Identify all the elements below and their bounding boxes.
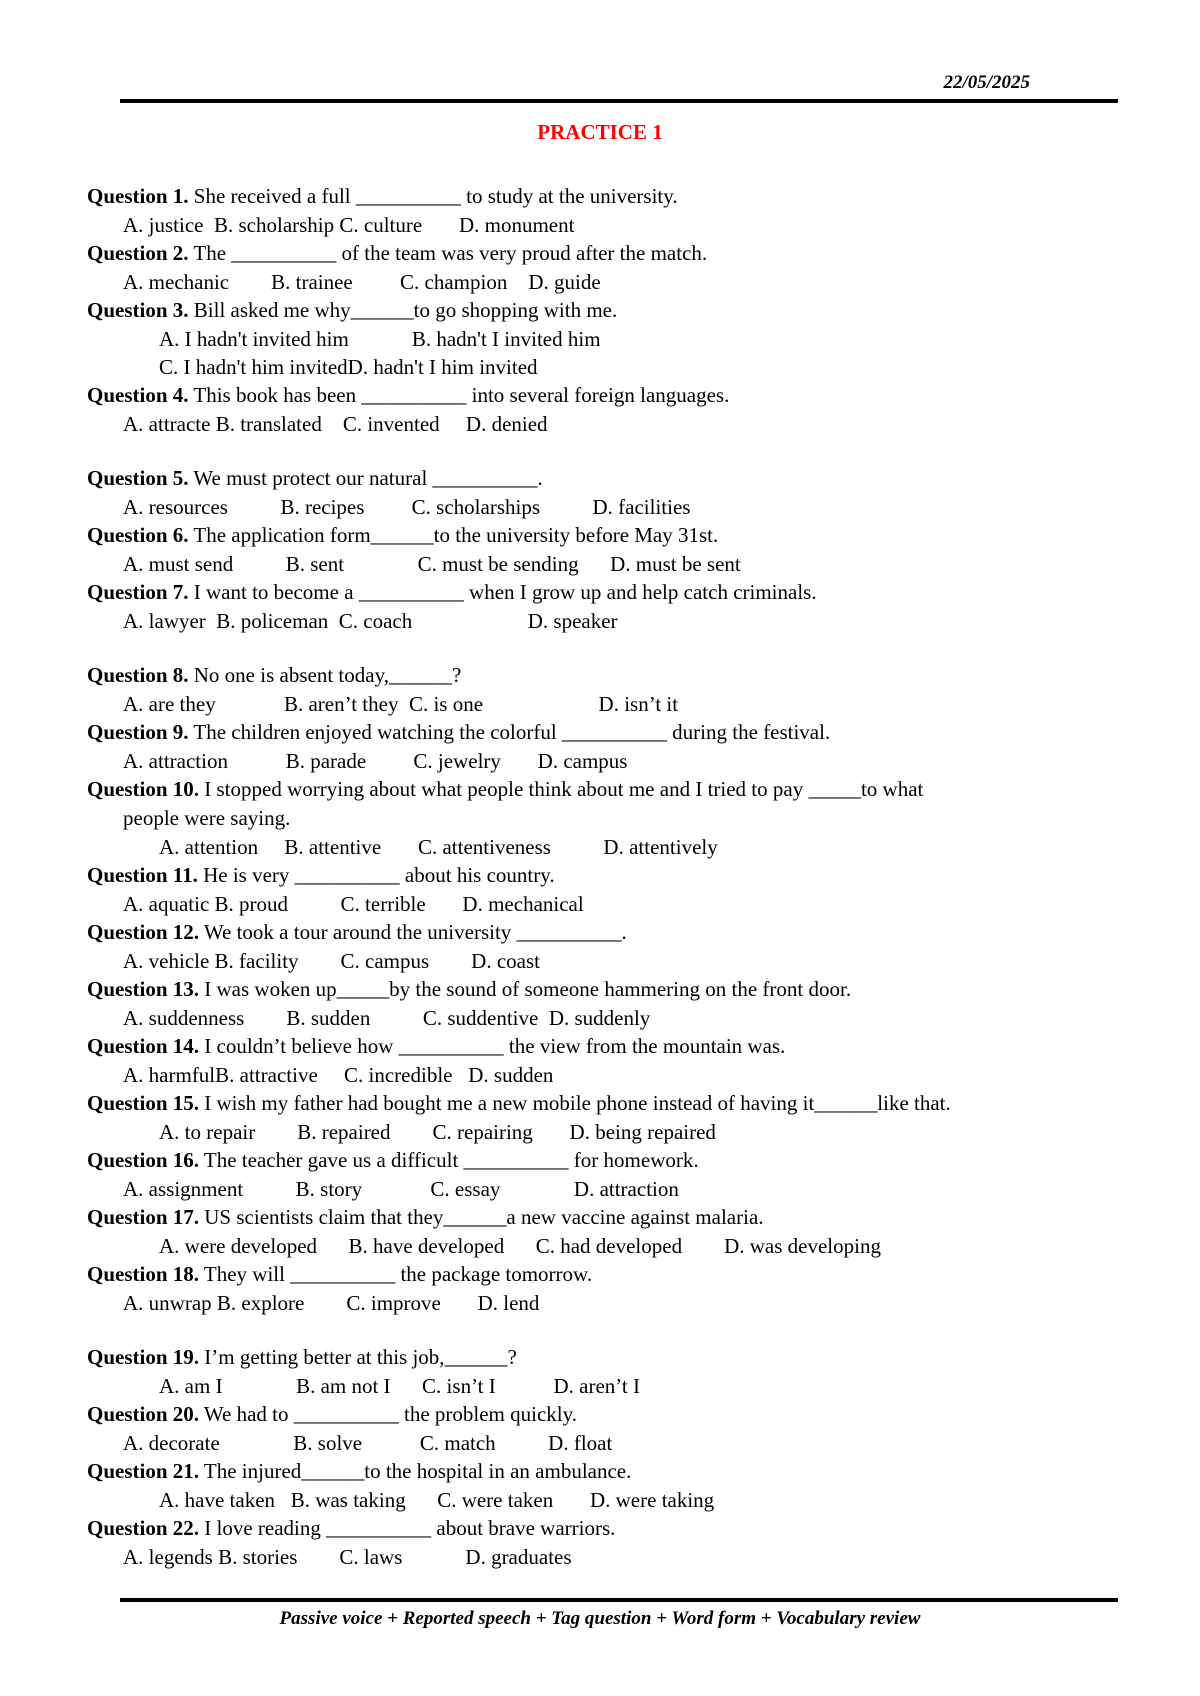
question-label: Question 6. (87, 523, 189, 547)
question-options: A. I hadn't invited him B. hadn't I invited him (159, 327, 601, 351)
question-label: Question 16. (87, 1148, 200, 1172)
question (87, 1457, 1097, 1486)
question-label: Question 2. (87, 241, 189, 265)
question (87, 918, 1097, 947)
page-title: PRACTICE 1 (537, 120, 663, 144)
question-options: A. harmfulB. attractive C. incredible D. sudden (123, 1063, 554, 1087)
question (87, 1146, 1097, 1175)
spacer (87, 438, 1097, 464)
question (87, 1400, 1097, 1429)
question-text: US scientists claim that they______a new vaccine against malaria. (199, 1205, 764, 1229)
question (87, 861, 1097, 890)
spacer (87, 635, 1097, 661)
question-text: The application form______to the university before May 31st. (188, 523, 719, 547)
question-label: Question 8. (87, 663, 189, 687)
question-options: A. mechanic B. trainee C. champion D. guide (123, 270, 601, 294)
question-text: We must protect our natural __________. (188, 466, 543, 490)
question (87, 578, 1097, 607)
question (87, 521, 1097, 550)
question-text: We took a tour around the university __________. (199, 920, 627, 944)
spacer (87, 1317, 1097, 1343)
question-label: Question 19. (87, 1345, 200, 1369)
question-label: Question 12. (87, 920, 200, 944)
question-label: Question 1. (87, 184, 189, 208)
question-options: C. I hadn't him invitedD. hadn't I him invited (159, 355, 538, 379)
question-text: I stopped worrying about what people think about me and I tried to pay _____to what (199, 777, 924, 801)
question-list (87, 182, 1097, 1571)
question-text: The __________ of the team was very proud after the match. (188, 241, 708, 265)
question-label: Question 17. (87, 1205, 200, 1229)
question-text: They will __________ the package tomorrow. (199, 1262, 593, 1286)
question-options: A. suddenness B. sudden C. suddentive D. suddenly (123, 1006, 651, 1030)
question-label: Question 5. (87, 466, 189, 490)
question-label: Question 22. (87, 1516, 200, 1540)
question-label: Question 13. (87, 977, 200, 1001)
question-options: A. lawyer B. policeman C. coach D. speaker (123, 609, 618, 633)
question-options: A. vehicle B. facility C. campus D. coast (123, 949, 540, 973)
question-options: A. assignment B. story C. essay D. attraction (123, 1177, 679, 1201)
question-text: The injured______to the hospital in an ambulance. (199, 1459, 632, 1483)
question-text: No one is absent today,______? (188, 663, 462, 687)
question-options: A. legends B. stories C. laws D. graduates (123, 1545, 572, 1569)
question (87, 182, 1097, 211)
question-text: The children enjoyed watching the colorful __________ during the festival. (188, 720, 831, 744)
top-rule (120, 99, 1118, 103)
question-options: A. were developed B. have developed C. had developed D. was developing (159, 1234, 881, 1258)
question-label: Question 15. (87, 1091, 200, 1115)
question-label: Question 11. (87, 863, 198, 887)
question-options: A. unwrap B. explore C. improve D. lend (123, 1291, 540, 1315)
question (87, 975, 1097, 1004)
question-label: Question 4. (87, 383, 189, 407)
bottom-rule (120, 1598, 1118, 1602)
question (87, 1089, 1097, 1118)
question-text: She received a full __________ to study at the university. (188, 184, 678, 208)
question-text: I’m getting better at this job,______? (199, 1345, 517, 1369)
question-options: A. resources B. recipes C. scholarships D. facilities (123, 495, 691, 519)
question (87, 239, 1097, 268)
question-text-continuation: people were saying. (123, 806, 291, 830)
question-label: Question 20. (87, 1402, 200, 1426)
question-text: I couldn’t believe how __________ the view from the mountain was. (199, 1034, 786, 1058)
question-options: A. attention B. attentive C. attentiveness D. attentively (159, 835, 718, 859)
question (87, 775, 1097, 804)
question (87, 661, 1097, 690)
question-text: I was woken up_____by the sound of someone hammering on the front door. (199, 977, 852, 1001)
question-text: I love reading __________ about brave warriors. (199, 1516, 616, 1540)
question-options: A. must send B. sent C. must be sending D. must be sent (123, 552, 741, 576)
question-label: Question 14. (87, 1034, 200, 1058)
question-label: Question 21. (87, 1459, 200, 1483)
question-options: A. attraction B. parade C. jewelry D. campus (123, 749, 628, 773)
question-text: I wish my father had bought me a new mobile phone instead of having it______like that. (199, 1091, 951, 1115)
question-text: I want to become a __________ when I grow up and help catch criminals. (188, 580, 817, 604)
question-options: A. aquatic B. proud C. terrible D. mechanical (123, 892, 584, 916)
question (87, 1032, 1097, 1061)
question-label: Question 9. (87, 720, 189, 744)
question-label: Question 18. (87, 1262, 200, 1286)
question-text: Bill asked me why______to go shopping with me. (188, 298, 618, 322)
question-label: Question 3. (87, 298, 189, 322)
question (87, 1260, 1097, 1289)
question (87, 1343, 1097, 1372)
question-options: A. have taken B. was taking C. were taken D. were taking (159, 1488, 715, 1512)
question-text: This book has been __________ into several foreign languages. (188, 383, 730, 407)
footer-topics: Passive voice + Reported speech + Tag question + Word form + Vocabulary review (279, 1608, 921, 1629)
question-label: Question 7. (87, 580, 189, 604)
question-text: The teacher gave us a difficult __________ for homework. (199, 1148, 699, 1172)
question (87, 464, 1097, 493)
question-options: A. am I B. am not I C. isn’t I D. aren’t I (159, 1374, 641, 1398)
question (87, 1514, 1097, 1543)
question-options: A. are they B. aren’t they C. is one D. isn’t it (123, 692, 679, 716)
question-options: A. to repair B. repaired C. repairing D. being repaired (159, 1120, 716, 1144)
question (87, 296, 1097, 325)
question-options: A. attracte B. translated C. invented D. denied (123, 412, 548, 436)
question-text: He is very __________ about his country. (197, 863, 555, 887)
question-text: We had to __________ the problem quickly. (199, 1402, 578, 1426)
question-label: Question 10. (87, 777, 200, 801)
question (87, 381, 1097, 410)
question-options: A. justice B. scholarship C. culture D. monument (123, 213, 575, 237)
date: 22/05/2025 (943, 72, 1030, 93)
question-options: A. decorate B. solve C. match D. float (123, 1431, 613, 1455)
question (87, 718, 1097, 747)
question (87, 1203, 1097, 1232)
